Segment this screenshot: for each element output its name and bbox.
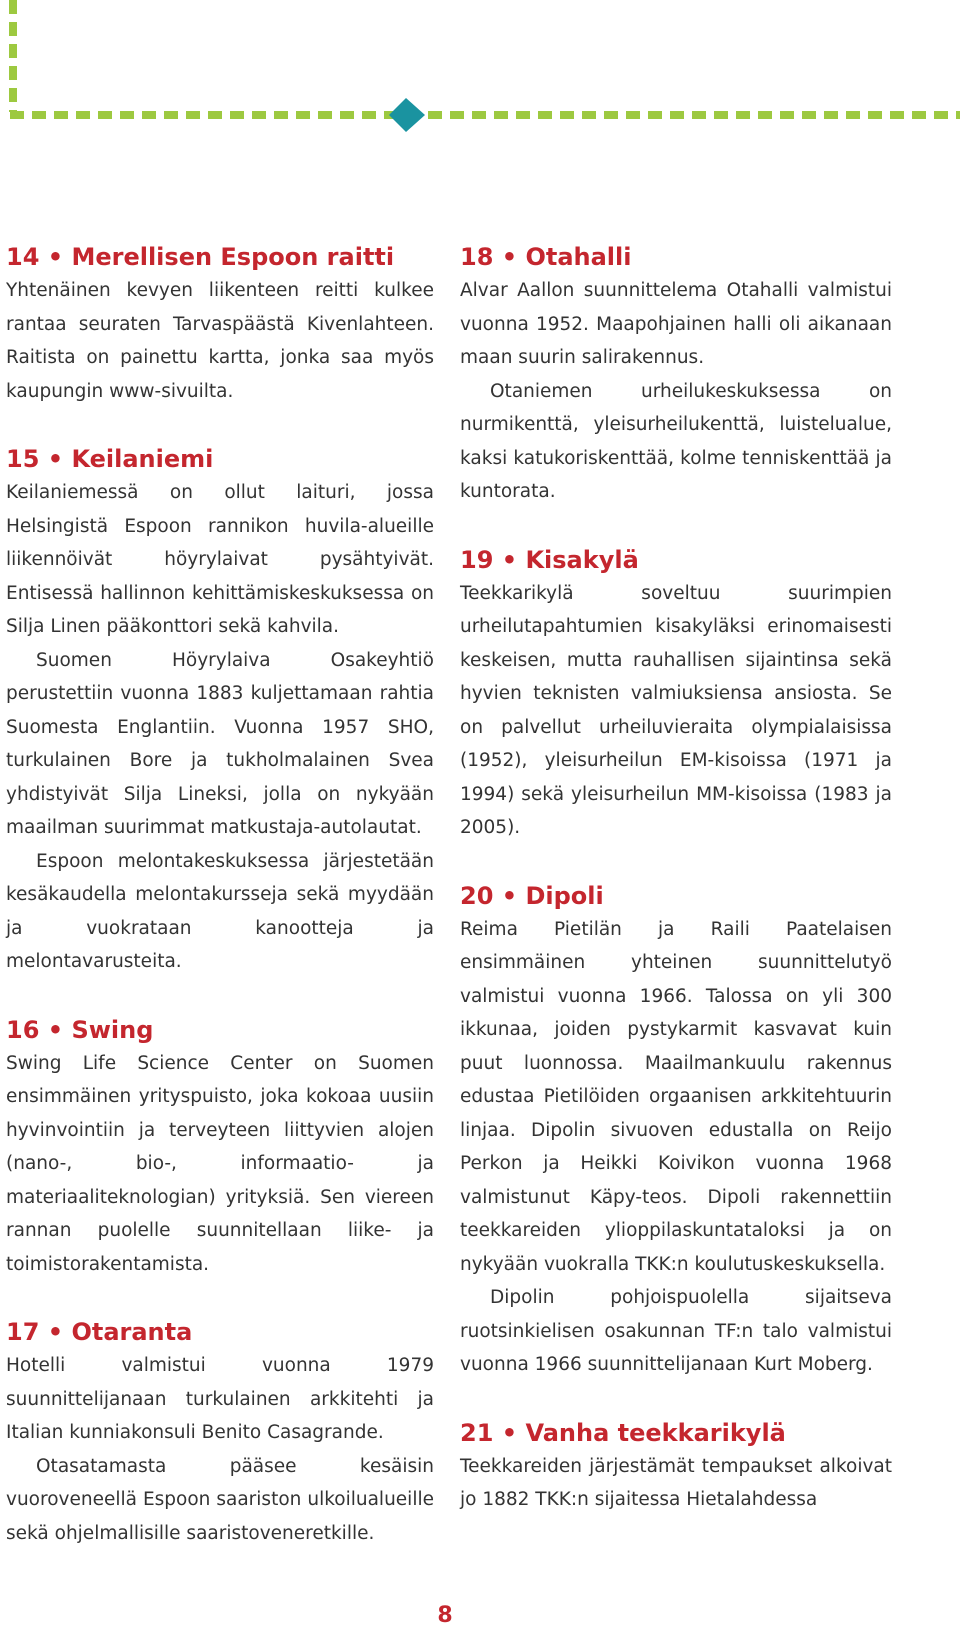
section-paragraph: Dipolin pohjoispuolella sijaitseva ruotsinkielisen osakunnan TF:n talo valmistui vuonna 1966 suunnittelijanaan Kurt Moberg.: [460, 1287, 892, 1375]
section-heading: 19 • Kisakylä: [460, 545, 639, 574]
diamond-marker: [389, 98, 425, 132]
section-paragraph: Keilaniemessä on ollut laituri, jossa Helsingistä Espoon rannikon huvila-alueille liikennöivät höyrylaivat pysähtyivät. Entisessä hallinnon kehittämiskeskuksessa on Silja Linen pääkonttori sekä kahvila.: [6, 482, 434, 637]
section-paragraph: Hotelli valmistui vuonna 1979 suunnittelijanaan turkulainen arkkitehti ja Italian kunniakonsuli Benito Casagrande.: [6, 1355, 434, 1443]
section-otahalli: [460, 240, 892, 509]
section-heading: 17 • Otaranta: [6, 1318, 193, 1346]
section-paragraph: Yhtenäinen kevyen liikenteen reitti kulkee rantaa seuraten Tarvaspäästä Kivenlahteen. Raitista on painettu kartta, jonka saa myös kaupungin www-sivuilta.: [6, 280, 434, 402]
section-paragraph: Alvar Aallon suunnittelema Otahalli valmistui vuonna 1952. Maapohjainen halli oli aikanaan maan suurin salirakennus.: [460, 280, 892, 368]
section-heading: 15 • Keilaniemi: [6, 445, 214, 473]
section-paragraph: Reima Pietilän ja Raili Paatelaisen ensimmäinen yhteinen suunnittelutyö valmistui vuonna 1966. Talossa on yli 300 ikkunaa, joiden pystykarmit kasvavat kuin puut luonnossa. Maailmankuulu rakennus edustaa Pietilöiden orgaanisen arkkitehtuurin linjaa. Dipolin sivuoven edustalla on Reijo Perkon ja Heikki Koivikon vuonna 1968 valmistunut Käpy-teos. Dipoli rakennettiin teekkareiden ylioppilaskuntataloksi ja on nykyään vuokralla TKK:n koulutuskeskuksella.: [460, 918, 892, 1275]
right-column: [460, 240, 892, 1551]
section-keilaniemi: [6, 442, 434, 979]
section-paragraph: Teekkareiden järjestämät tempaukset alkoivat jo 1882 TKK:n sijaitessa Hietalahdessa: [460, 1455, 892, 1510]
section-paragraph: Suomen Höyrylaiva Osakeyhtiö perustettiin vuonna 1883 kuljettamaan rahtia Suomesta Englantiin. Vuonna 1957 SHO, turkulainen Bore ja tukholmalainen Svea yhdistyivät Silja Lineksi, jolla on nykyään maailman suurimmat matkustaja-autolautat.: [6, 649, 434, 838]
section-heading: 16 • Swing: [6, 1015, 154, 1044]
section-dipoli: [460, 879, 892, 1382]
section-vanha-teekkarikyla: [460, 1416, 892, 1517]
section-otaranta: [6, 1315, 434, 1550]
corner-decoration: [0, 0, 960, 140]
section-paragraph: Espoon melontakeskuksessa järjestetään kesäkaudella melontakursseja sekä myydään ja vuokrataan kanootteja ja melontavarusteita.: [6, 850, 434, 972]
section-heading: 20 • Dipoli: [460, 881, 604, 910]
section-heading: 21 • Vanha teekkarikylä: [460, 1418, 786, 1447]
left-column: [6, 240, 434, 1584]
section-paragraph: Swing Life Science Center on Suomen ensimmäinen yrityspuisto, joka kokoaa uusiin hyvinvointiin ja terveyteen liittyvien alojen (nano-, bio-, informaatio- ja materiaaliteknologian) yrityksiä. Sen viereen rannan puolelle suunnitellaan liike- ja toimistorakentamista.: [6, 1052, 434, 1275]
section-heading: 18 • Otahalli: [460, 243, 632, 271]
section-swing: [6, 1013, 434, 1282]
section-paragraph: Otasatamasta pääsee kesäisin vuoroveneellä Espoon saariston ulkoilualueille sekä ohjelmallisille saaristoveneretkille.: [6, 1455, 434, 1544]
section-paragraph: Otaniemen urheilukeskuksessa on nurmikenttä, yleisurheilukenttä, luistelualue, kaksi katukoriskenttää, kolme tenniskenttää ja kuntorata.: [460, 380, 892, 502]
section-kisakyla: [460, 543, 892, 845]
section-heading: 14 • Merellisen Espoon raitti: [6, 243, 395, 271]
section-paragraph: Teekkarikylä soveltuu suurimpien urheilutapahtumien kisakyläksi erinomaisesti keskeisen, mutta rauhallisen sijaintinsa sekä hyvien teknisten valmiuksiensa ansiosta. Se on palvellut urheiluvieraita olympialaisissa (1952), yleisurheilun EM-kisoissa (1971 ja 1994) sekä yleisurheilun MM-kisoissa (1983 ja 2005).: [460, 582, 892, 838]
section-merellisen-espoon-raitti: [6, 240, 434, 408]
page-number: 8: [437, 1603, 453, 1628]
